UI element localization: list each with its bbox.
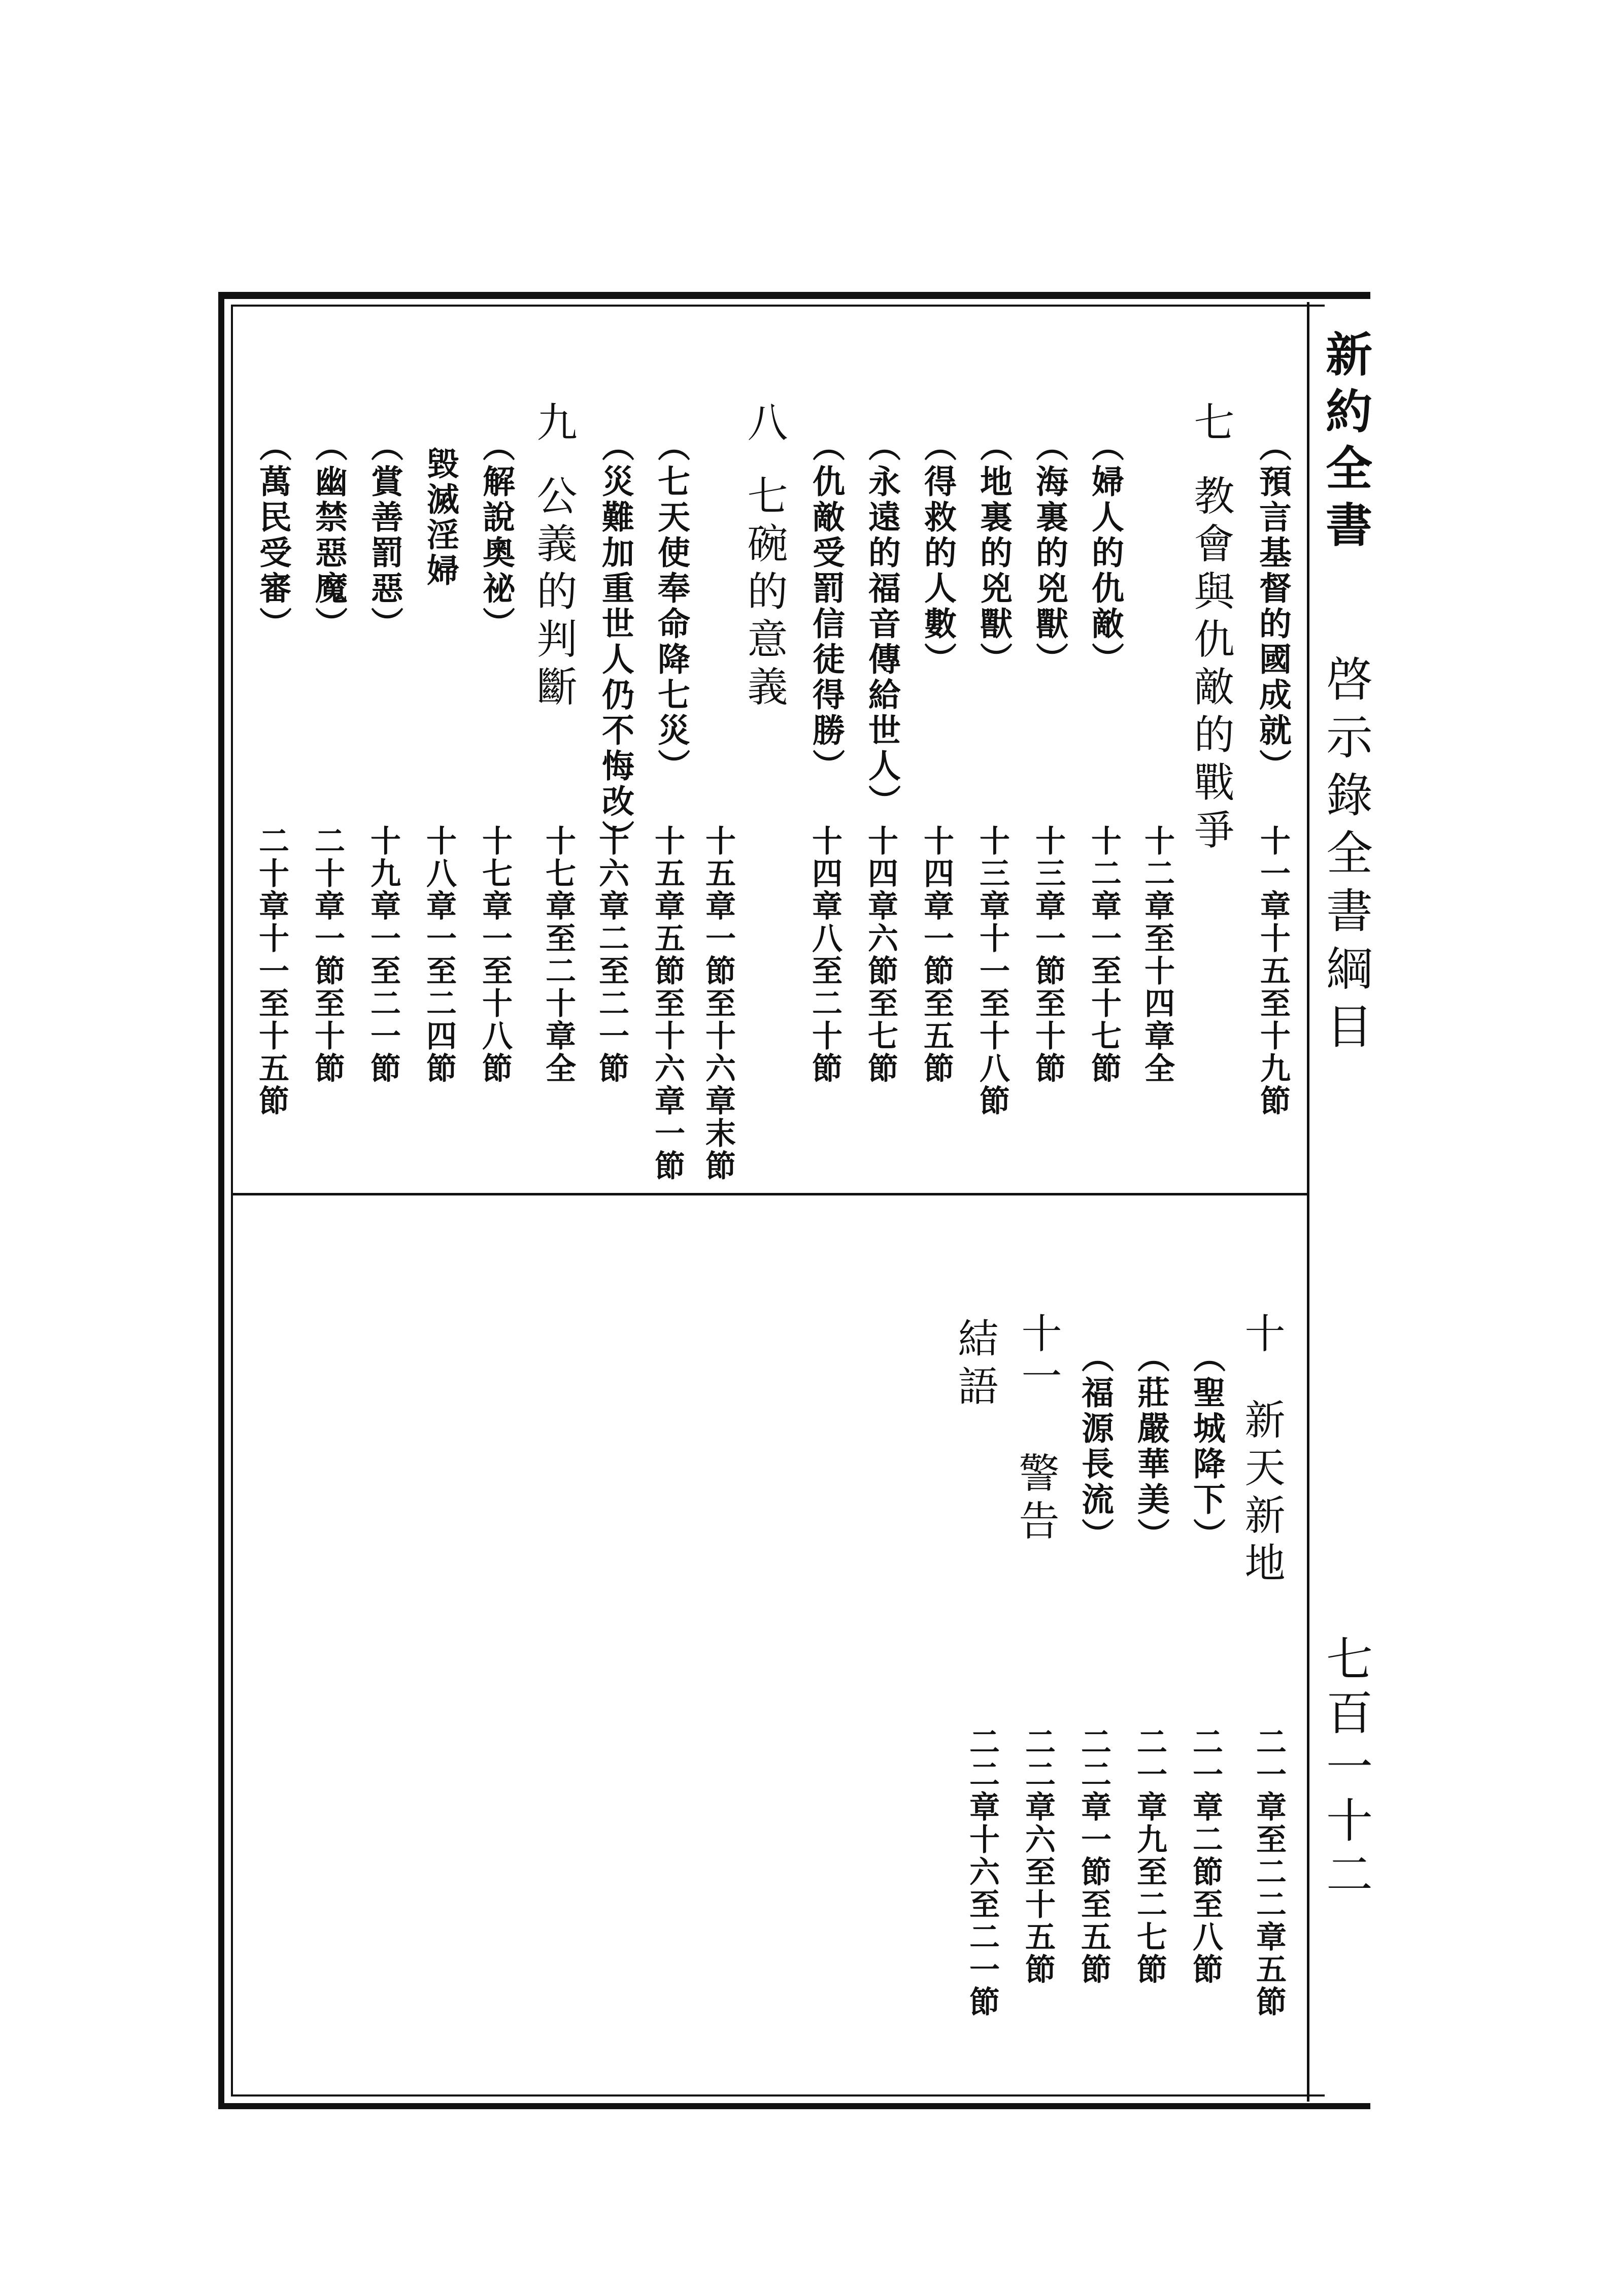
page-number: 七百一十二 [1319, 1635, 1373, 1904]
outline-item: （婦人的仇敵） [1086, 429, 1124, 678]
outline-ref: 十七章一至十八節 [477, 825, 513, 1085]
outline-item: （七天使奉命降七災） [652, 429, 690, 784]
section-number: 九 [530, 401, 577, 449]
page-title: 啓示錄全書綱目 [1319, 655, 1373, 1060]
outline-item: （解說奧祕） [477, 429, 515, 642]
outline-ref: 十六章二至二一節 [594, 825, 629, 1085]
outline-item: （永遠的福音傳給世人） [863, 429, 901, 820]
section-heading: 新天新地 [1238, 1399, 1285, 1589]
outline-ref: 二十章十一至十五節 [254, 825, 289, 1117]
section-heading: 結語 [951, 1317, 998, 1413]
outline-ref: 二一章至二二章五節 [1251, 1726, 1287, 2018]
outline-item: （仇敵受罰信徒得勝） [807, 429, 845, 784]
section-heading: 教會與仇敵的戰爭 [1187, 475, 1234, 856]
outline-item: （賞善罰惡） [365, 429, 403, 642]
outline-item: （海裏的兇獸） [1030, 429, 1068, 678]
outline-ref: 十五章一節至十六章末節 [700, 825, 736, 1182]
outline-item: （幽禁惡魔） [310, 429, 348, 642]
outline-item: （福源長流） [1076, 1340, 1114, 1553]
book-title: 新約全書 [1318, 330, 1373, 557]
section-heading: 警告 [1012, 1452, 1059, 1547]
outline-item: （預言基督的國成就） [1254, 429, 1292, 784]
section-heading: 公義的判斷 [530, 475, 577, 713]
outline-item: （莊嚴華美） [1132, 1340, 1170, 1553]
outline-item: （萬民受審） [254, 429, 292, 642]
middle-divider [231, 1193, 1307, 1195]
outline-ref: 十一章十五至十九節 [1255, 825, 1291, 1117]
outline-ref: 十二章一至十七節 [1086, 825, 1122, 1085]
section-number: 七 [1187, 401, 1234, 449]
outline-ref: 二一章二節至八節 [1188, 1726, 1223, 1986]
outline-ref: 十四章六節至七節 [863, 825, 898, 1085]
outline-ref: 十五章五節至十六章一節 [650, 825, 685, 1182]
section-number: 十一 [1015, 1312, 1062, 1397]
outline-ref: 十三章一節至十節 [1030, 825, 1066, 1085]
outline-ref: 二二章一節至五節 [1076, 1726, 1111, 1986]
outline-ref: 十八章一至二四節 [421, 825, 457, 1085]
outline-ref: 二二章六至十五節 [1020, 1726, 1056, 1986]
outline-ref: 十七章至二十章全 [541, 825, 576, 1085]
outline-ref: 二一章九至二七節 [1132, 1726, 1167, 1986]
outline-item: 毀滅淫婦 [421, 447, 459, 589]
margin-rule [1307, 302, 1309, 2102]
outline-ref: 十三章十一至十八節 [974, 825, 1010, 1117]
section-number: 八 [740, 401, 788, 449]
outline-ref: 十四章八至二十節 [807, 825, 843, 1085]
section-heading: 七碗的意義 [740, 475, 788, 713]
outline-ref: 二二章十六至二一節 [964, 1726, 1000, 2018]
outline-item: （得救的人數） [919, 429, 957, 678]
outline-item: （聖城降下） [1188, 1340, 1226, 1553]
section-number: 十 [1238, 1312, 1285, 1360]
outline-ref: 十二章至十四章全 [1139, 825, 1175, 1085]
outline-ref: 十九章一至二一節 [365, 825, 401, 1085]
outline-item: （地裏的兇獸） [974, 429, 1013, 678]
outline-ref: 十四章一節至五節 [919, 825, 954, 1085]
outline-item: （災難加重世人仍不悔改） [596, 429, 634, 855]
outline-ref: 二十章一節至十節 [310, 825, 345, 1085]
